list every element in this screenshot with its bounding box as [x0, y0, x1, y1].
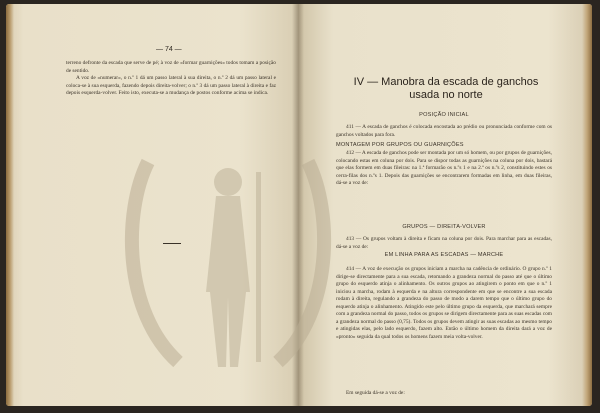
watermark-emblem — [118, 122, 338, 392]
chapter-title-line-2: usada no norte — [409, 89, 483, 101]
paragraph-411-text: 411 — A escada de ganchos é colocada encostada ao prédio ou pronunciada conforme com os ganchos voltados para fora. — [336, 124, 552, 138]
paragraph-411 — [336, 124, 552, 139]
paragraph-413-text: 413 — Os grupos voltam à direita e ficam na coluna por dois. Para marchar para as escadas, dá-se a voz de: — [336, 236, 552, 250]
page-number: — 74 — — [156, 46, 182, 53]
heading-montagem: MONTAGEM POR GRUPOS OU GUARNIÇÕES — [336, 142, 464, 148]
paragraph-412 — [336, 150, 552, 188]
chapter-title — [336, 76, 556, 102]
paragraph-414-text: 414 — A voz de execução os grupos iniciam a marcha na cadência de ordinário. O grupo n.º 1 dirige-se directamente para a sua escada, retomando a grandeza normal do passo até que o último grupo do esquerdo atinja o alinhamento. Os outros grupos ao atingirem o ponto em que o n.º 1 iniciou a marcha, rodam à esquerda e na altura correspondente em que se encontre a sua escada rodam à direita, regulando a grandeza do passo de modo a darem tempo que o último grupo do esquerdo atinja o alinhamento. Atingido este pelo último grupo da esquerda, que marchará sempre com a grandeza normal do passo, todos os grupos se dirigem directamente para as suas escadas com a grandeza normal do passo (0,75). Todos os grupos devem atingir as suas escadas ao mesmo tempo e atingidas elas, pelo lado esquerdo, fazem alto. Então o último homem da direita dará a voz de «pronto» seguida da qual todos os homens fazem meia volta-volver. — [336, 266, 552, 340]
paragraph-413 — [336, 236, 552, 251]
paragraph-final — [336, 390, 552, 398]
heading-posicao-inicial: POSIÇÃO INICIAL — [419, 112, 469, 118]
left-paragraph-2: A voz de «numerar», o n.º 1 dá um passo lateral à sua direita, o n.º 2 dá um passo lateral e coloca-se à sua esquerda, fazendo depois direita-volver; o n.º 3 dá um passo lateral à direita e faz depois esquerda-volver. Feito isto, executa-se a mudança de postos conforme acima se indica. — [66, 75, 276, 96]
left-paragraph-1: terreno defronte da escada que serve de pé; à voz de «formar guarnições» todos tomam a posição de sentido. — [66, 60, 276, 74]
chapter-title-line-1: IV — Manobra da escada de ganchos — [353, 76, 539, 88]
paragraph-final-text: Em seguida dá-se a voz de: — [346, 390, 405, 396]
heading-marche: EM LINHA PARA AS ESCADAS — MARCHE — [384, 252, 504, 258]
paragraph-412-text: 412 — A escada de ganchos pode ser montada por um só homem, ou por grupos de guarnições, colocando estas em coluna por dois. Para se dispor todas as guarnições na coluna por dois, bastará que elas formem em duas fileiras: na 1.ª formarão os n.ºs 1 e na 2.ª os n.ºs 2, constituindo estes os cerra-filas dos n.ºs 1. Depois das guarnições se encontrarem formadas em linha, em duas fileiras, dá-se a voz de: — [336, 150, 552, 186]
left-page-body — [66, 60, 276, 98]
right-page — [298, 4, 592, 406]
heading-direita-volver: GRUPOS — DIREITA-VOLVER — [402, 224, 486, 230]
open-book — [6, 4, 592, 406]
paragraph-414 — [336, 266, 552, 341]
